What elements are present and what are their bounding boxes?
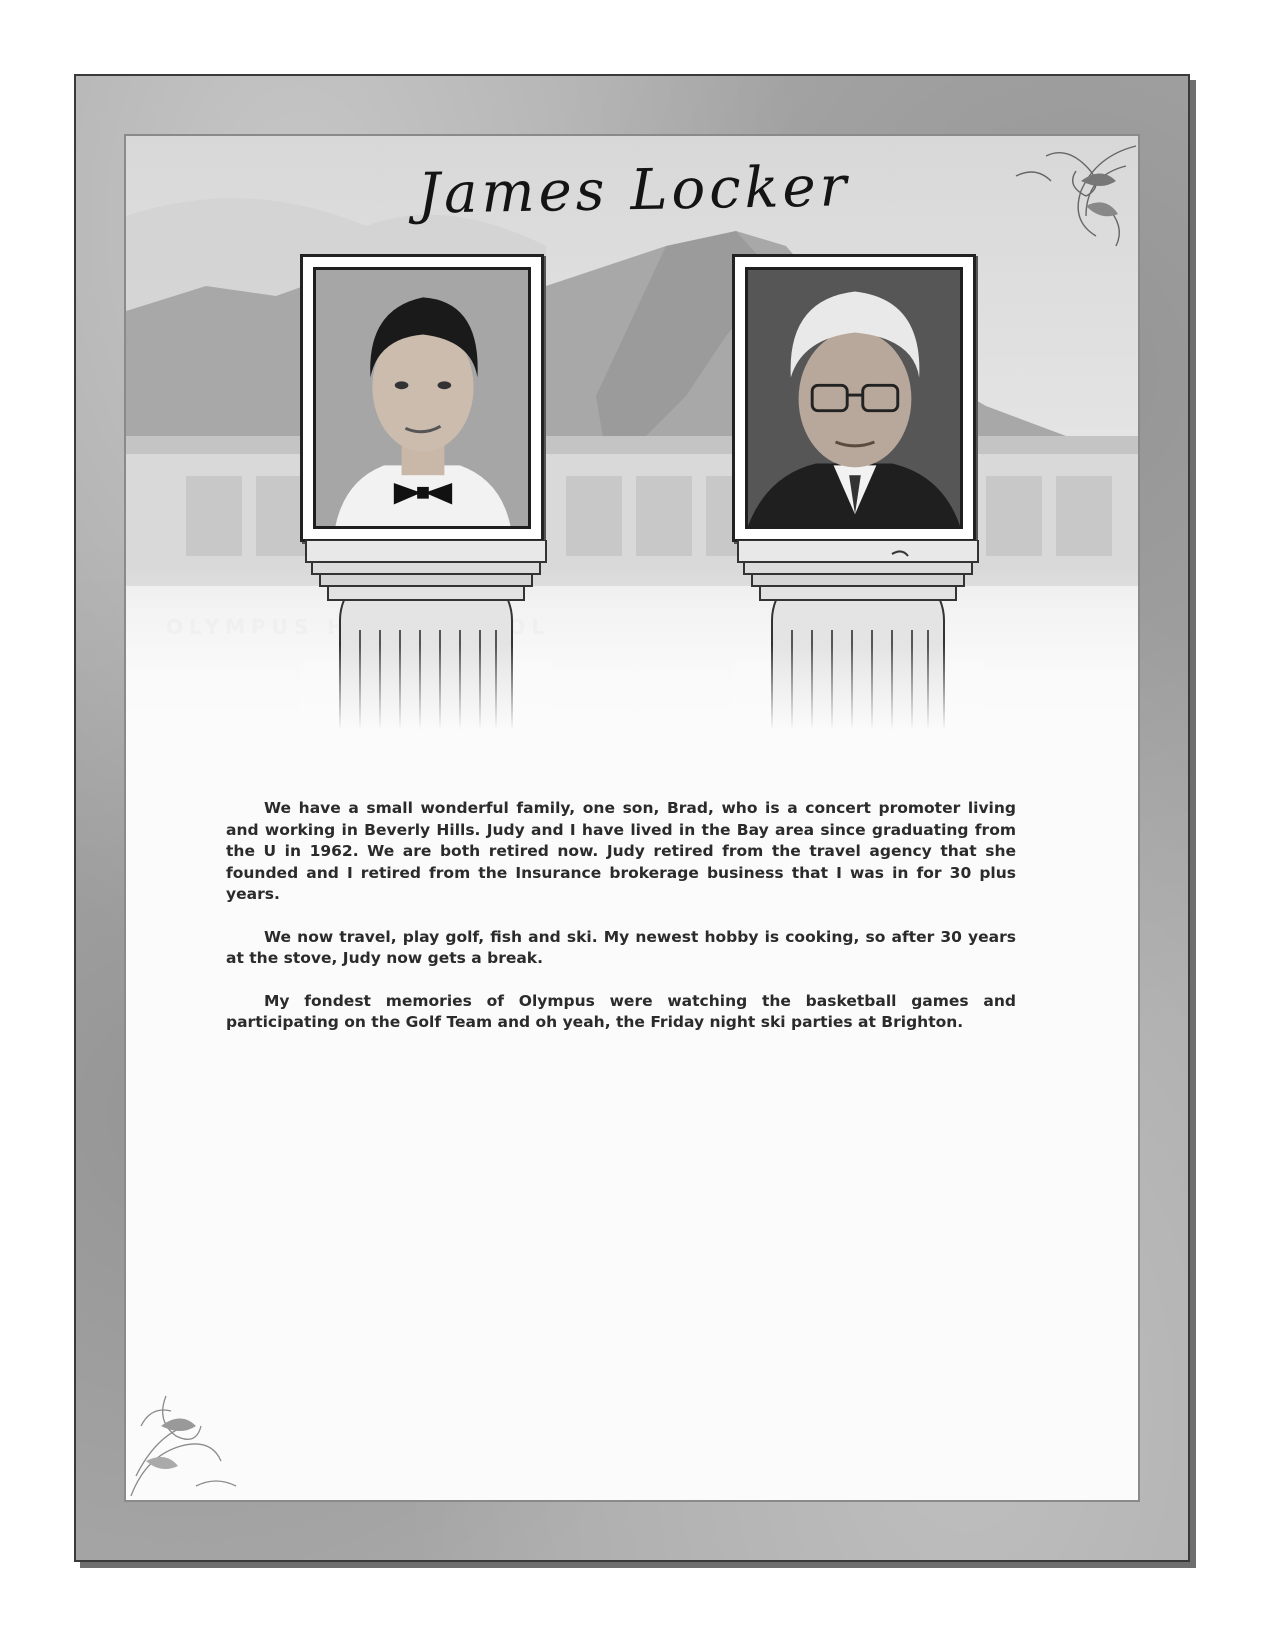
- yearbook-photo-frame: [300, 254, 544, 542]
- floral-swirl-bottom-left: [126, 1366, 256, 1502]
- bio-paragraph: We now travel, play golf, fish and ski. My newest hobby is cooking, so after 30 years at the stove, Judy now gets a break.: [226, 927, 1016, 967]
- page-frame: [74, 74, 1190, 1562]
- bio-paragraph: My fondest memories of Olympus were watching the basketball games and participating on the Golf Team and oh yeah, the Friday night ski parties at Brighton.: [226, 991, 1016, 1031]
- current-photo-frame: [732, 254, 976, 542]
- portrait-older-man-icon: [748, 270, 960, 526]
- yearbook-photo: [313, 267, 531, 529]
- bio-paragraph: We have a small wonderful family, one son, Brad, who is a concert promoter living and working in Beverly Hills. Judy and I have lived in the Bay area since graduating from the U in 1962. We are both retired now. Judy retired from the travel agency that she founded and I retired from the Insurance brokerage business that I was in for 30 plus years.: [226, 799, 1016, 903]
- portrait-young-man-icon: [316, 270, 528, 526]
- right-pillar: [732, 540, 984, 730]
- page-inner: [124, 134, 1140, 1502]
- page-title: James Locker: [417, 154, 851, 227]
- current-photo: [745, 267, 963, 529]
- biography: [226, 798, 1016, 1055]
- left-pillar: [300, 540, 552, 730]
